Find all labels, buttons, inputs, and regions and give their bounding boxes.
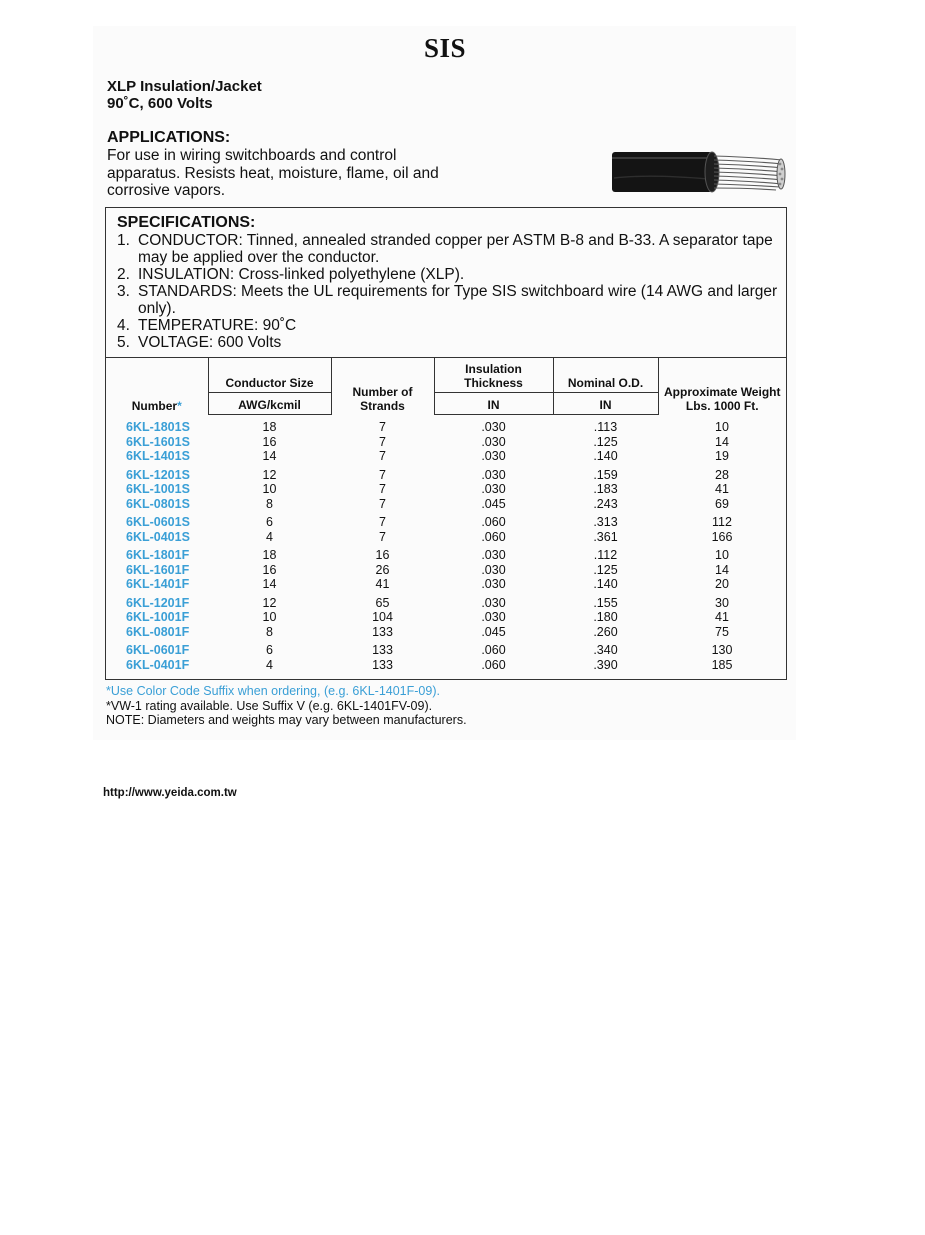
cable-spec-table-body (106, 415, 786, 673)
table-row (106, 511, 786, 530)
cell-nominal-od: .390 (593, 657, 618, 672)
cell-conductor-size: 14 (262, 577, 277, 591)
cell-weight: 75 (715, 624, 729, 639)
cell-part-number: 6KL-1001F (126, 610, 190, 624)
cell-insulation-thickness: .030 (481, 449, 506, 463)
specifications-heading: SPECIFICATIONS: (117, 214, 256, 231)
cell-insulation-thickness: .060 (481, 657, 506, 672)
spec-item-number: 4. (117, 317, 130, 334)
cell-strands: 7 (379, 419, 386, 434)
table-row (106, 449, 786, 464)
cell-part-number: 6KL-1801S (126, 419, 190, 434)
cell-nominal-od: .125 (593, 562, 618, 577)
header-number-of-strands: Number of Strands (331, 358, 434, 415)
cell-conductor-size: 16 (262, 434, 277, 449)
header-number: Number* (106, 358, 208, 415)
cell-strands: 104 (372, 610, 393, 624)
cell-part-number: 6KL-0601F (126, 643, 190, 657)
spec-item-text: INSULATION: Cross-linked polyethylene (XLP). (138, 266, 465, 283)
header-nominal-od: Nominal O.D. (553, 358, 658, 393)
cell-strands: 65 (375, 595, 390, 610)
table-row (106, 592, 786, 611)
cell-nominal-od: .243 (593, 496, 618, 511)
spec-item-number: 1. (117, 232, 130, 249)
spec-item-standards (117, 283, 787, 317)
subtitle-rating: 90˚C, 600 Volts (107, 95, 213, 112)
cell-insulation-thickness: .060 (481, 529, 506, 544)
cell-nominal-od: .112 (593, 548, 618, 562)
spec-item-number: 3. (117, 283, 130, 300)
table-row (106, 544, 786, 563)
cell-nominal-od: .180 (593, 610, 618, 624)
cell-part-number: 6KL-1801F (126, 548, 190, 562)
cell-part-number: 6KL-0601S (126, 515, 190, 529)
cell-nominal-od: .155 (593, 595, 618, 610)
cell-part-number: 6KL-1201F (126, 595, 190, 610)
cell-weight: 130 (711, 643, 733, 657)
cell-strands: 7 (379, 449, 386, 463)
cell-weight: 19 (715, 449, 729, 463)
cell-part-number: 6KL-1401F (126, 577, 190, 591)
header-insulation-unit: IN (434, 393, 553, 415)
spec-item-number: 2. (117, 266, 130, 283)
table-row (106, 563, 786, 578)
cell-strands: 7 (379, 496, 386, 511)
spec-item-text: VOLTAGE: 600 Volts (138, 334, 282, 351)
note-color-code: *Use Color Code Suffix when ordering, (e.g. 6KL-1401F-09). (106, 684, 440, 698)
table-row (106, 639, 786, 658)
specifications-list (117, 232, 787, 351)
cell-insulation-thickness: .030 (481, 577, 506, 591)
cell-weight: 166 (711, 529, 733, 544)
cable-jacket-highlight (612, 157, 708, 159)
applications-text: For use in wiring switchboards and control apparatus. Resists heat, moisture, flame, oil and corrosive vapors. (107, 147, 439, 199)
subtitle-insulation: XLP Insulation/Jacket (107, 78, 262, 95)
cell-nominal-od: .361 (593, 529, 618, 544)
cell-insulation-thickness: .030 (481, 548, 506, 562)
cell-insulation-thickness: .030 (481, 420, 506, 434)
cell-weight: 28 (715, 467, 729, 482)
cell-insulation-thickness: .045 (481, 624, 506, 639)
cell-part-number: 6KL-1401S (126, 449, 190, 463)
spec-item-number: 5. (117, 334, 130, 351)
table-row (106, 577, 786, 592)
cell-conductor-size: 8 (266, 624, 273, 639)
cell-strands: 7 (379, 515, 386, 529)
page-title: SIS (423, 33, 467, 63)
cell-part-number: 6KL-1601S (126, 434, 190, 449)
cell-nominal-od: .140 (593, 577, 618, 591)
cell-weight: 14 (715, 434, 729, 449)
cell-conductor-size: 12 (262, 595, 277, 610)
spec-item-text: CONDUCTOR: Tinned, annealed stranded copper per ASTM B-8 and B-33. A separator tape may be applied over the conductor. (138, 232, 773, 266)
note-vw1-rating: *VW-1 rating available. Use Suffix V (e.g. 6KL-1401FV-09). (106, 698, 433, 713)
table-row (106, 482, 786, 497)
cell-conductor-size: 10 (262, 482, 277, 496)
cell-nominal-od: .340 (593, 643, 618, 657)
cell-strands: 41 (375, 577, 390, 591)
cell-weight: 41 (715, 482, 729, 496)
cell-part-number: 6KL-1001S (126, 482, 190, 496)
spec-item-text: STANDARDS: Meets the UL requirements for Type SIS switchboard wire (14 AWG and larger only). (138, 283, 778, 317)
cable-spec-table (106, 357, 786, 672)
cell-strands: 7 (379, 467, 386, 482)
table-row (106, 530, 786, 545)
cell-strands: 133 (372, 624, 393, 639)
table-row (106, 415, 786, 435)
table-notes (106, 684, 467, 728)
note-diameters: NOTE: Diameters and weights may vary between manufacturers. (106, 713, 467, 727)
cell-conductor-size: 8 (266, 496, 273, 511)
cell-strands: 133 (372, 657, 393, 672)
cell-part-number: 6KL-1601F (126, 562, 190, 577)
cell-insulation-thickness: .030 (481, 434, 506, 449)
cell-conductor-size: 4 (266, 657, 273, 672)
cell-conductor-size: 6 (266, 643, 273, 657)
cell-nominal-od: .140 (593, 449, 618, 463)
cell-insulation-thickness: .030 (481, 610, 506, 624)
spec-item-voltage (117, 334, 787, 351)
cell-nominal-od: .260 (593, 624, 618, 639)
cell-strands: 7 (379, 434, 386, 449)
cell-nominal-od: .125 (593, 434, 618, 449)
stranded-cable-icon (610, 148, 786, 196)
specifications-frame (105, 207, 787, 680)
header-number-asterisk: * (177, 398, 182, 413)
footer-url-link[interactable]: http://www.yeida.com.tw (103, 787, 237, 799)
spec-item-conductor (117, 232, 787, 266)
cell-weight: 69 (715, 496, 729, 511)
table-row (106, 625, 786, 640)
cell-insulation-thickness: .030 (481, 482, 506, 496)
spec-item-temperature (117, 317, 787, 334)
cell-part-number: 6KL-0401F (126, 657, 190, 672)
cell-insulation-thickness: .030 (481, 562, 506, 577)
cell-strands: 7 (379, 482, 386, 496)
cell-conductor-size: 12 (262, 467, 277, 482)
cell-part-number: 6KL-0801F (126, 624, 190, 639)
cell-part-number: 6KL-0801S (126, 496, 190, 511)
cell-conductor-size: 6 (266, 515, 273, 529)
header-conductor-size: Conductor Size (208, 358, 331, 393)
cell-insulation-thickness: .030 (481, 467, 506, 482)
cell-weight: 10 (715, 419, 729, 434)
spec-item-text: TEMPERATURE: 90˚C (138, 317, 297, 334)
table-row (106, 464, 786, 483)
header-approximate-weight: Approximate Weight Lbs. 1000 Ft. (658, 358, 786, 415)
table-row (106, 497, 786, 512)
spec-item-insulation (117, 266, 787, 283)
table-row (106, 610, 786, 625)
cell-weight: 185 (711, 657, 733, 672)
cell-conductor-size: 18 (262, 420, 277, 434)
cell-strands: 16 (375, 548, 390, 562)
cell-insulation-thickness: .030 (481, 595, 506, 610)
cell-conductor-size: 14 (262, 449, 277, 463)
cell-nominal-od: .159 (593, 467, 618, 482)
cell-conductor-size: 4 (266, 529, 273, 544)
cell-nominal-od: .313 (593, 515, 618, 529)
header-insulation-thickness: Insulation Thickness (434, 358, 553, 393)
cell-nominal-od: .113 (593, 420, 618, 434)
copper-strands (714, 156, 784, 190)
header-awg-kcmil: AWG/kcmil (208, 393, 331, 415)
cell-weight: 41 (715, 610, 729, 624)
cell-insulation-thickness: .060 (481, 643, 506, 657)
cell-conductor-size: 10 (262, 610, 277, 624)
cell-weight: 20 (715, 577, 729, 591)
table-row (106, 658, 786, 673)
cell-strands: 133 (372, 643, 393, 657)
cell-weight: 30 (715, 595, 729, 610)
cell-strands: 7 (379, 529, 386, 544)
cell-conductor-size: 18 (262, 548, 277, 562)
cell-part-number: 6KL-1201S (126, 467, 190, 482)
cell-insulation-thickness: .045 (481, 496, 506, 511)
cell-weight: 14 (715, 562, 729, 577)
table-row (106, 435, 786, 450)
cell-insulation-thickness: .060 (481, 515, 506, 529)
cell-strands: 26 (375, 562, 390, 577)
applications-heading: APPLICATIONS: (107, 129, 231, 146)
cell-conductor-size: 16 (262, 562, 277, 577)
cell-nominal-od: .183 (593, 482, 618, 496)
cell-part-number: 6KL-0401S (126, 529, 190, 544)
cell-weight: 10 (715, 548, 729, 562)
header-od-unit: IN (553, 393, 658, 415)
cell-weight: 112 (712, 515, 732, 529)
